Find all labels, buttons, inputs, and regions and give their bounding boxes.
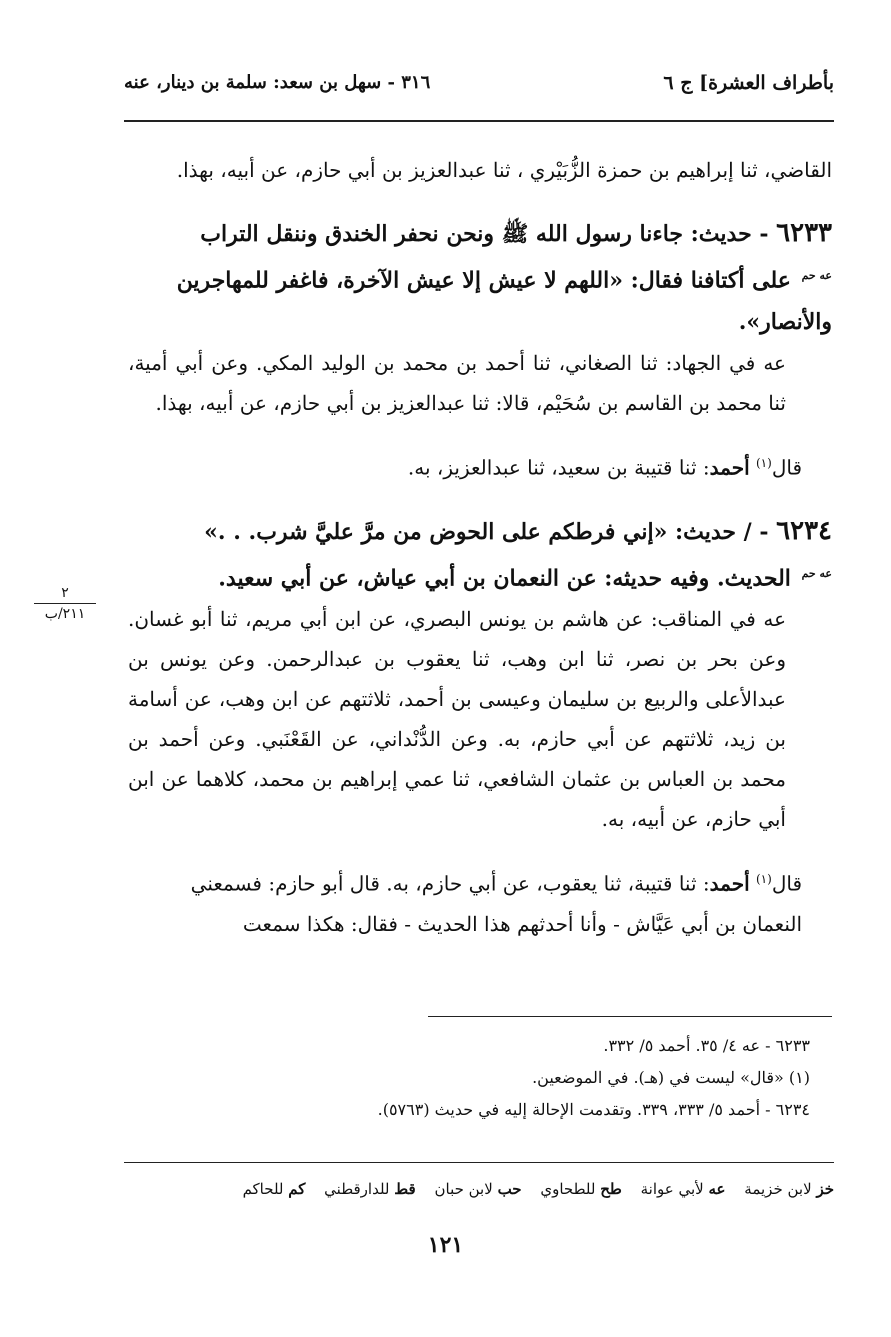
footnote-ref: (١): [755, 456, 772, 471]
hadith-6234-line-2: [128, 553, 832, 599]
hadith-6233-line-3: والأنصار».: [738, 309, 832, 336]
paragraph-6234-ahmad: [128, 859, 832, 944]
qal-text: : ثنا قتيبة، ثنا يعقوب، عن أبي حازم، به. قال أبو حازم: فسمعني النعمان بن أبي عَيَّاش - وأنا أحدثهم هذا الحديث - فقال: هكذا سمعت: [190, 871, 802, 936]
paragraph-6234-chain: عه في المناقب: عن هاشم بن يونس البصري، عن ابن أبي مريم، ثنا أبو غسان. وعن بحر بن نصر، ثنا ابن وهب، ثنا يعقوب بن عبدالرحمن. وعن يونس بن عبدالأعلى والربيع بن سليمان وعيسى بن أحمد، ثلاثتهم عن ابن وهب، عن أسامة بن زيد، ثلاثتهم عن أبي حازم، به. وعن الدُّنْداني، عن القَعْنَبي. وعن أحمد بن محمد بن العباس بن عثمان الشافعي، ثنا عمي إبراهيم بن محمد، كلاهما عن ابن أبي حازم، عن أبيه، به.: [128, 607, 786, 832]
abbrev-item: [540, 1180, 621, 1198]
hadith-6233-line-2: [128, 255, 832, 301]
hadith-6233: [128, 212, 832, 343]
abbrev-item: [434, 1180, 521, 1198]
abbrev-code: حب: [497, 1180, 522, 1198]
main-text: [128, 150, 832, 964]
hadith-6234: [128, 510, 832, 599]
abbrev-item: [744, 1180, 834, 1198]
hadith-text: على أكتافنا فقال: «اللهم لا عيش إلا عيش الآخرة، فاغفر للمهاجرين: [176, 267, 791, 294]
header-rule: [124, 120, 834, 122]
abbrev-code: كم: [288, 1180, 306, 1198]
abbreviations-key: [124, 1180, 834, 1198]
source-name: أحمد: [709, 455, 750, 480]
folio-note-top: ٢: [34, 585, 96, 604]
header-chapter-title: ٣١٦ - سهل بن سعد: سلمة بن دينار، عنه: [124, 72, 431, 93]
qal-text: : ثنا قتيبة بن سعيد، ثنا عبدالعزيز، به.: [407, 455, 710, 480]
hadith-sigla: عه حم: [801, 269, 832, 282]
source-name: أحمد: [709, 871, 750, 896]
abbrev-desc: للحاكم: [242, 1180, 284, 1198]
abbrev-code: خز: [816, 1180, 834, 1198]
footnote-ref: (١): [755, 872, 772, 887]
abbrev-item: [243, 1180, 306, 1198]
paragraph-6233-chain: عه في الجهاد: ثنا الصغاني، ثنا أحمد بن محمد بن الوليد المكي. وعن أبي أمية، ثنا محمد بن القاسم بن سُحَيْم، قالا: ثنا عبدالعزيز بن أبي حازم، عن أبيه، بهذا.: [128, 351, 786, 416]
footnote-6234: ٦٢٣٤ - أحمد ٥/ ٣٣٣، ٣٣٩. وتقدمت الإحالة إليه في حديث (٥٧٦٣).: [377, 1100, 810, 1119]
abbrev-code: طح: [600, 1180, 622, 1198]
abbrev-item: [324, 1180, 416, 1198]
footnote-1: (١) «قال» ليست في (هـ). في الموضعين.: [532, 1068, 810, 1087]
header-book-title: بأطراف العشرة] ج ٦: [663, 72, 834, 94]
page-number: ١٢١: [427, 1232, 464, 1258]
abbrev-code: عه: [708, 1180, 726, 1198]
hadith-number: ٦٢٣٤: [776, 515, 832, 546]
hadith-text: الحديث. وفيه حديثه: عن النعمان بن أبي عياش، عن أبي سعيد.: [218, 565, 791, 592]
abbrev-item: [641, 1180, 726, 1198]
hadith-text: - حديث: جاءنا رسول الله ﷺ ونحن نحفر الخندق وننقل التراب: [200, 221, 769, 247]
manuscript-folio-note: [34, 585, 96, 622]
hadith-text: - / حديث: «إني فرطكم على الحوض من مرَّ عليَّ شرب. . .»: [204, 518, 769, 545]
paragraph-6233-ahmad: [128, 443, 832, 488]
abbrev-desc: لابن خزيمة: [744, 1180, 812, 1198]
hadith-6234-line-1: [128, 510, 832, 553]
abbrev-desc: للدارقطني: [324, 1180, 390, 1198]
footnote-6233: ٦٢٣٣ - عه ٤/ ٣٥. أحمد ٥/ ٣٣٢.: [603, 1036, 810, 1055]
abbrev-desc: لابن حبان: [434, 1180, 493, 1198]
running-header: [124, 72, 834, 106]
abbrev-code: قط: [394, 1180, 416, 1198]
footnote-rule: [428, 1016, 832, 1017]
paragraph-intro: القاضي، ثنا إبراهيم بن حمزة الزُّبَيْري ، ثنا عبدالعزيز بن أبي حازم، عن أبيه، بهذا.: [176, 158, 832, 182]
abbreviations-rule: [124, 1162, 834, 1163]
qal-word: قال: [771, 871, 802, 896]
hadith-6233-line-1: [128, 212, 832, 255]
hadith-sigla: عه حم: [801, 566, 832, 580]
folio-note-bottom: ٢١١/ب: [44, 606, 86, 622]
abbrev-desc: للطحاوي: [540, 1180, 596, 1198]
hadith-number: ٦٢٣٣: [776, 218, 832, 248]
footnotes: [240, 1030, 810, 1126]
qal-word: قال: [771, 455, 802, 480]
abbrev-desc: لأبي عوانة: [640, 1180, 704, 1198]
